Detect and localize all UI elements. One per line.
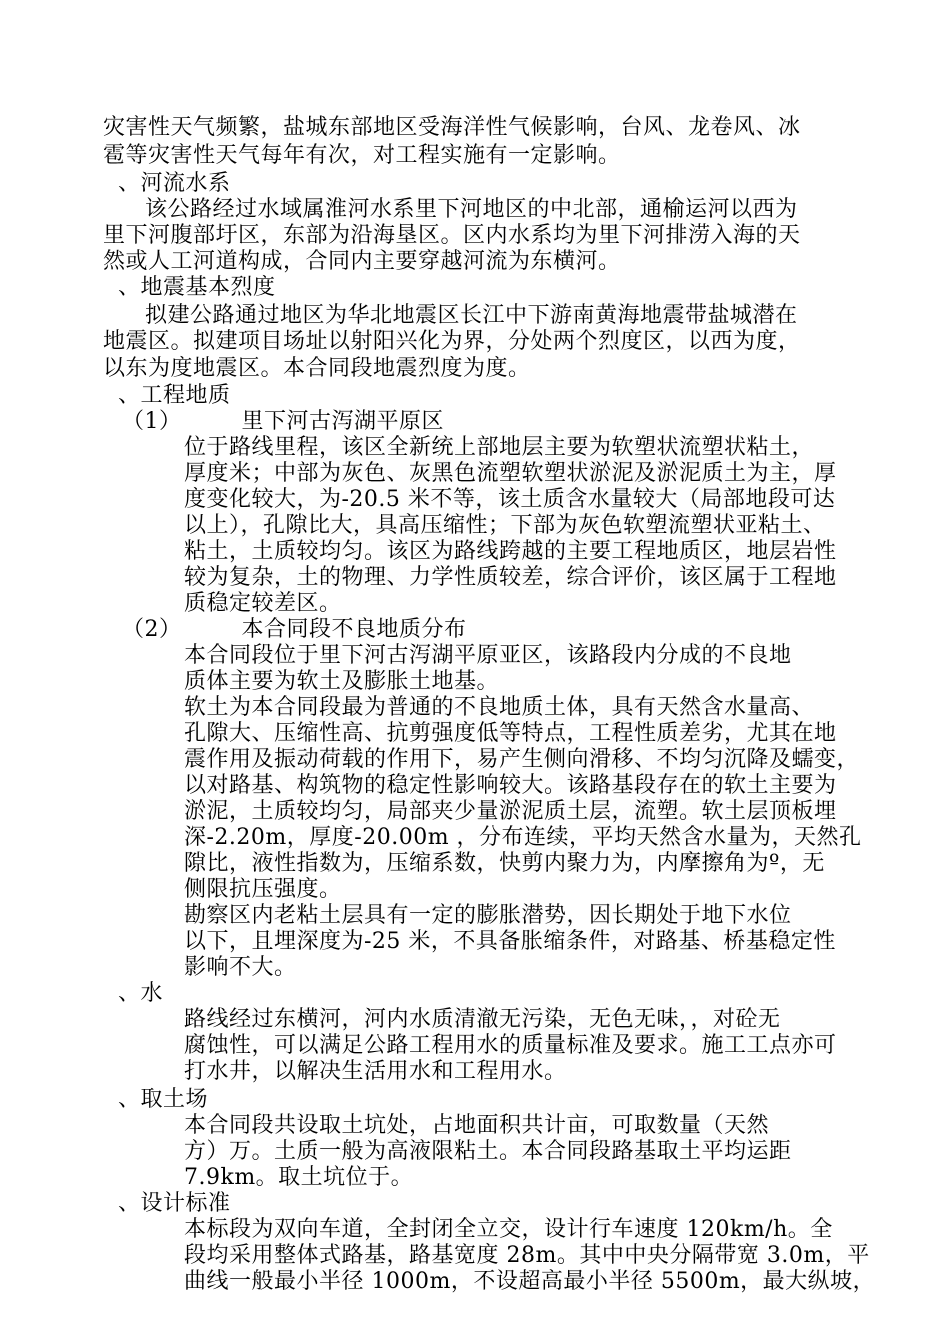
text-line: 里下河腹部圩区，东部为沿海垦区。区内水系均为里下河排涝入海的天 <box>103 223 801 248</box>
text-line: 度变化较大，为-20.5 米不等，该土质含水量较大（局部地段可达 <box>184 487 836 512</box>
section-heading: 、设计标准 <box>118 1191 231 1216</box>
text-line: 较为复杂，土的物理、力学性质较差，综合评价，该区属于工程地 <box>184 565 837 590</box>
text-line: 以下，且埋深度为-25 米，不具备胀缩条件，对路基、桥基稳定性 <box>184 929 836 954</box>
text-line: 以对路基、构筑物的稳定性影响较大。该路基段存在的软土主要为 <box>184 773 837 798</box>
text-line: 腐蚀性，可以满足公路工程用水的质量标准及要求。施工工点亦可 <box>184 1033 837 1058</box>
text-line: 深-2.20m，厚度-20.00m ，分布连续，平均天然含水量为，天然孔 <box>184 825 862 850</box>
text-line: 本合同段位于里下河古泻湖平原亚区，该路段内分成的不良地 <box>184 643 792 668</box>
text-line: 然或人工河道构成，合同内主要穿越河流为东横河。 <box>103 249 621 274</box>
text-line: 质稳定较差区。 <box>184 591 342 616</box>
text-line: 7.9km。取土坑位于。 <box>184 1165 414 1190</box>
text-line: 段均采用整体式路基，路基宽度 28m。其中中央分隔带宽 3.0m，平 <box>184 1243 870 1268</box>
text-line: 该公路经过水域属淮河水系里下河地区的中北部，通榆运河以西为 <box>145 197 798 222</box>
section-heading: 、地震基本烈度 <box>118 275 276 300</box>
section-heading: 、水 <box>118 981 164 1006</box>
text-line: 曲线一般最小半径 1000m，不设超高最小半径 5500m，最大纵坡， <box>184 1269 876 1294</box>
text-line: 雹等灾害性天气每年有次，对工程实施有一定影响。 <box>103 143 621 168</box>
text-line: 以东为度地震区。本合同段地震烈度为度。 <box>103 356 531 381</box>
text-line: 方）万。土质一般为高液限粘土。本合同段路基取土平均运距 <box>184 1139 792 1164</box>
text-line: 勘察区内老粘土层具有一定的膨胀潜势，因长期处于地下水位 <box>184 903 792 928</box>
text-line: 震作用及振动荷载的作用下，易产生侧向滑移、不均匀沉降及蠕变， <box>184 747 860 772</box>
text-line: 拟建公路通过地区为华北地震区长江中下游南黄海地震带盐城潜在 <box>145 303 798 328</box>
text-line: 灾害性天气频繁，盐城东部地区受海洋性气候影响，台风、龙卷风、冰 <box>103 115 801 140</box>
text-line: 本标段为双向车道，全封闭全立交，设计行车速度 120km/h。全 <box>184 1217 833 1242</box>
text-line: 路线经过东横河，河内水质清澈无污染，无色无味，，对砼无 <box>184 1007 781 1032</box>
text-line: 侧限抗压强度。 <box>184 877 342 902</box>
text-line: 位于路线里程，该区全新统上部地层主要为软塑状流塑状粘土， <box>184 435 815 460</box>
subsection-heading: （2） 本合同段不良地质分布 <box>122 617 467 642</box>
text-line: 孔隙大、压缩性高、抗剪强度低等特点，工程性质差劣，尤其在地 <box>184 721 837 746</box>
text-line: 淤泥，土质较均匀，局部夹少量淤泥质土层，流塑。软土层顶板埋 <box>184 799 837 824</box>
text-line: 地震区。拟建项目场址以射阳兴化为界，分处两个烈度区，以西为度， <box>103 329 801 354</box>
text-line: 厚度米；中部为灰色、灰黑色流塑软塑状淤泥及淤泥质土为主，厚 <box>184 461 837 486</box>
text-line: 影响不大。 <box>184 955 297 980</box>
section-heading: 、取土场 <box>118 1087 209 1112</box>
text-line: 粘土，土质较均匀。该区为路线跨越的主要工程地质区，地层岩性 <box>184 539 837 564</box>
text-line: 隙比，液性指数为，压缩系数，快剪内聚力为，内摩擦角为º，无 <box>184 851 825 876</box>
text-line: 以上），孔隙比大，具高压缩性；下部为灰色软塑流塑状亚粘土、 <box>184 513 826 538</box>
text-line: 本合同段共设取土坑处，占地面积共计亩，可取数量（天然 <box>184 1113 770 1138</box>
section-heading: 、河流水系 <box>118 171 231 196</box>
section-heading: 、工程地质 <box>118 383 231 408</box>
text-line: 软土为本合同段最为普通的不良地质土体，具有天然含水量高、 <box>184 695 815 720</box>
text-line: 质体主要为软土及膨胀土地基。 <box>184 669 500 694</box>
subsection-heading: （1） 里下河古泻湖平原区 <box>122 409 444 434</box>
text-line: 打水井，以解决生活用水和工程用水。 <box>184 1059 567 1084</box>
